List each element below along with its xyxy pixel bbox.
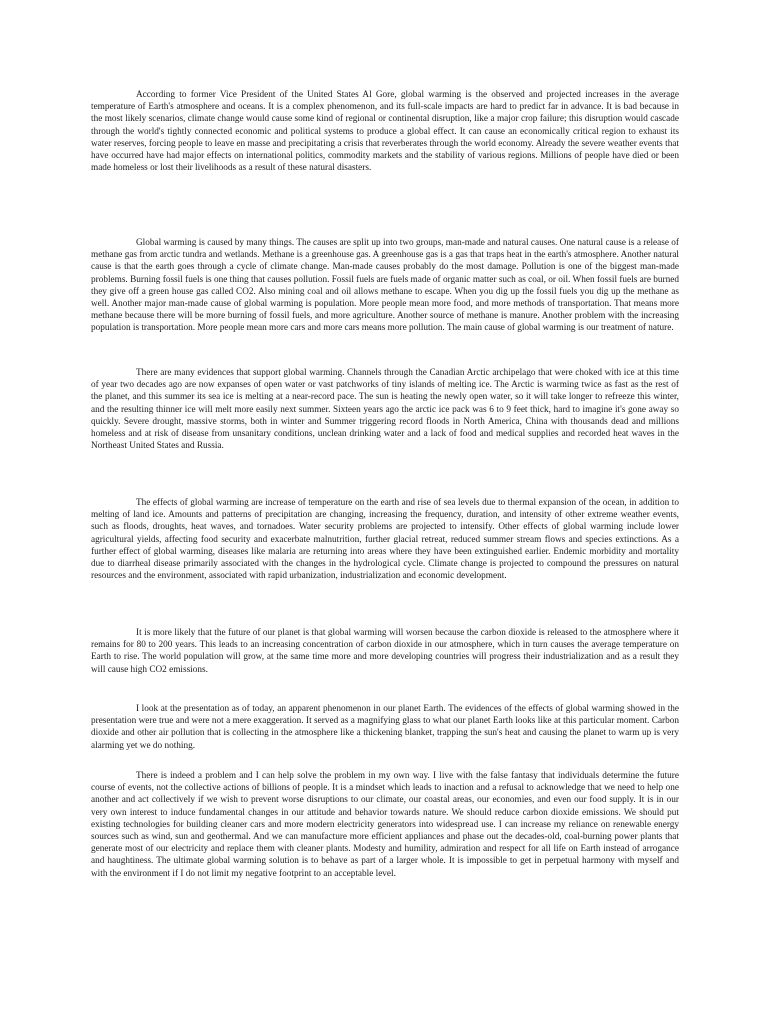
paragraph-solution: There is indeed a problem and I can help solve the problem in my own way. I live with the false fantasy that individuals determine the future course of events, not the collective actions of billions of people. It is a mindset which leads to inaction and a refusal to acknowledge that we need to help one another and act collectively if we wish to prevent worse disruptions to our climate, our coastal areas, our economies, and even our food supply. It is in our very own interest to induce fundamental changes in our attitude and behavior towards nature. We should reduce carbon dioxide emissions. We should put existing technologies for building cleaner cars and more modern electricity generators into widespread use. I can increase my reliance on renewable energy sources such as wind, sun and geothermal. And we can manufacture more efficient appliances and phase out the decades-old, coal-burning power plants that generate most of our electricity and replace them with cleaner plants. Modesty and humility, admiration and respect for all life on Earth instead of arrogance and haughtiness. The ultimate global warming solution is to behave as part of a larger whole. It is impossible to get in perpetual harmony with myself and with the environment if I do not limit my negative footprint to an acceptable level.	[91, 771, 679, 879]
paragraph-presentation: I look at the presentation as of today, an apparent phenomenon in our planet Earth. The evidences of the effects of global warming showed in the presentation were true and were not a mere exaggeration. It served as a magnifying glass to what our planet Earth looks like at this particular moment. Carbon dioxide and other air pollution that is collecting in the atmosphere like a thickening blanket, trapping the sun's heat and causing the planet to warm up is very alarming yet we do nothing.	[91, 704, 679, 751]
paragraph-evidences: There are many evidences that support global warming. Channels through the Canadian Arctic archipelago that were choked with ice at this time of year two decades ago are now expanses of open water or vast patchworks of tiny islands of melting ice. The Arctic is warming twice as fast as the rest of the planet, and this summer its sea ice is melting at a near-record pace. The sun is heating the newly open water, so it will take longer to refreeze this winter, and the resulting thinner ice will melt more easily next summer. Sixteen years ago the arctic ice pack was 6 to 9 feet thick, hard to imagine it's gone away so quickly. Severe drought, massive storms, both in winter and Summer triggering record floods in North America, China with thousands dead and millions homeless and at risk of disease from unsanitary conditions, unclean drinking water and a lack of food and medical supplies and recorded heat waves in the Northeast United States and Russia.	[91, 368, 679, 452]
paragraph-future: It is more likely that the future of our planet is that global warming will worsen because the carbon dioxide is released to the atmosphere where it remains for 80 to 200 years. This leads to an increasing concentration of carbon dioxide in our atmosphere, which in turn causes the average temperature on Earth to rise. The world population will grow, at the same time more and more developing countries will progress their industrialization and as a result they will cause high CO2 emissions.	[91, 628, 679, 675]
paragraph-effects: The effects of global warming are increase of temperature on the earth and rise of sea levels due to thermal expansion of the ocean, in addition to melting of land ice. Amounts and patterns of precipitation are changing, increasing the frequency, duration, and intensity of other extreme weather events, such as floods, droughts, heat waves, and tornadoes. Water security problems are projected to intensify. Other effects of global warming include lower agricultural yields, affecting food security and exacerbate malnutrition, further glacial retreat, reduced summer stream flows and species extinctions. As a further effect of global warming, diseases like malaria are returning into areas where they have been extinguished earlier. Endemic morbidity and mortality due to diarrheal disease primarily associated with the changes in the hydrological cycle. Climate change is projected to compound the pressures on natural resources and the environment, associated with rapid urbanization, industrialization and economic development.	[91, 498, 679, 582]
paragraph-causes: Global warming is caused by many things. The causes are split up into two groups, man-made and natural causes. One natural cause is a release of methane gas from arctic tundra and wetlands. Methane is a greenhouse gas. A greenhouse gas is a gas that traps heat in the earth's atmosphere. Another natural cause is that the earth goes through a cycle of climate change. Man-made causes probably do the most damage. Pollution is one of the biggest man-made problems. Burning fossil fuels is one thing that causes pollution. Fossil fuels are fuels made of organic matter such as coal, or oil. When fossil fuels are burned they give off a green house gas called CO2. Also mining coal and oil allows methane to escape. When you dig up the fossil fuels you dig up the methane as well. Another major man-made cause of global warming is population. More people mean more food, and more methods of transportation. That means more methane because there will be more burning of fossil fuels, and more agriculture. Another source of methane is manure. Another problem with the increasing population is transportation. More people mean more cars and more cars means more pollution. The main cause of global warming is our treatment of nature.	[91, 238, 679, 334]
paragraph-introduction: According to former Vice President of the United States Al Gore, global warming is the observed and projected increases in the average temperature of Earth's atmosphere and oceans. It is a complex phenomenon, and its full-scale impacts are hard to predict far in advance. It is bad because in the most likely scenarios, climate change would cause some kind of regional or continental disruption, like a major crop failure; this disruption would cascade through the world's tightly connected economic and political systems to produce a global effect. It can cause an economically critical region to exhaust its water reserves, forcing people to leave en masse and precipitating a crisis that reverberates through the world economy. Already the severe weather events that have occurred have had major effects on international politics, commodity markets and the stability of various regions. Millions of people have died or been made homeless or lost their livelihoods as a result of these natural disasters.	[91, 90, 679, 174]
